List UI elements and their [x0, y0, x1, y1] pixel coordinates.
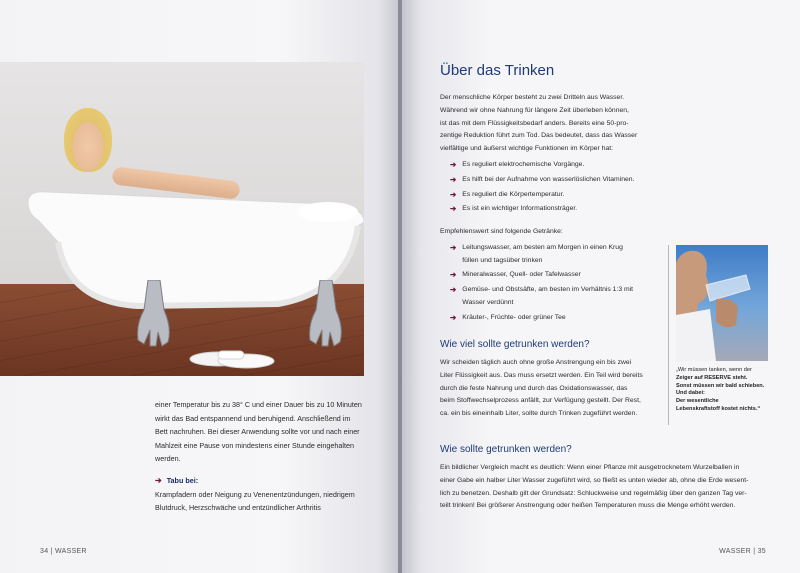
tabu-title: Tabu bei:: [166, 475, 199, 485]
drinks-section: [440, 226, 660, 327]
section-heading: Wie viel sollte getrunken werden?: [440, 339, 590, 350]
intro-line: zentige Reduktion führt zum Tod. Das bedeutet, dass das Wasser: [440, 132, 638, 140]
page-number-right: WASSER | 35: [719, 548, 766, 555]
intro-line: vielfältige und äußerst wichtige Funktionen im Körper hat:: [440, 145, 614, 153]
list-item: ➔ Es reguliert elektrochemische Vorgänge.: [440, 159, 652, 172]
arrow-right-icon: ➔: [450, 270, 457, 280]
list-item: ➔ Leitungswasser, am besten am Morgen in einen Krug füllen und tagsüber trinken: [440, 242, 660, 268]
arrow-right-icon: ➔: [450, 159, 457, 169]
list-item: ➔ Mineralwasser, Quell- oder Tafelwasser: [440, 269, 660, 282]
arrow-right-icon: ➔: [450, 242, 457, 252]
intro-line: Der menschliche Körper besteht zu zwei Dritteln aus Wasser.: [440, 94, 625, 101]
paragraph: Ein bildlicher Vergleich macht es deutlich: Wenn einer Pflanze mit ausgetrocknetem Wurzelballen in einer Gabe ein halber Liter Wasser zugeführt wird, so fließt es unten wieder ab, ohne die Erde wesent- lich zu benetzen. Deshalb gilt der Grundsatz: Schluckweise und regelmäßig über den ganzen Tag ver- teilt trinken! Bei größerer Anstrengung oder heißen Temperaturen muss die Menge erhöht werden.: [440, 464, 749, 510]
white-slippers: [188, 347, 278, 369]
tub-claw-foot-left: [128, 280, 178, 350]
tabu-section: [155, 474, 370, 515]
intro-text: [440, 92, 652, 218]
man-drinking-photo: [676, 245, 768, 361]
drinks-list: [440, 242, 660, 325]
section-heading: Wie sollte getrunken werden?: [440, 444, 572, 455]
arrow-right-icon: ➔: [450, 174, 457, 184]
body-line: wirkt das Bad entspannend und beruhigend. Anschließend im: [155, 413, 351, 423]
sidebar-rule: [668, 245, 669, 425]
list-item: ➔ Kräuter-, Früchte- oder grüner Tee: [440, 312, 660, 325]
drinks-intro: Empfehlenswert sind folgende Getränke:: [440, 228, 563, 235]
body-line: Mahlzeit eine Pause von mindestens einer Stunde eingehalten: [155, 440, 354, 450]
function-list: [440, 159, 652, 216]
list-item: ➔ Es reguliert die Körpertemperatur.: [440, 189, 652, 202]
body-line: werden.: [155, 454, 181, 464]
arrow-right-icon: ➔: [450, 189, 457, 199]
list-item: ➔ Es ist ein wichtiger Informationsträger.: [440, 203, 652, 216]
intro-line: Während wir ohne Nahrung für längere Zeit überleben können,: [440, 106, 629, 114]
page-title: Über das Trinken: [440, 62, 555, 79]
list-item: ➔ Es hilft bei der Aufnahme von wasserlöslichen Vitaminen.: [440, 174, 652, 187]
list-item: ➔ Gemüse- und Obstsäfte, am besten im Verhältnis 1:3 mit Wasser verdünnt: [440, 284, 660, 310]
left-body-text: [155, 398, 370, 515]
photo-caption: „Wir müssen tanken, wenn der Zeiger auf RESERVE steht. Sonst müssen wir bald schieben. Und dabei: Der wesentliche Lebenskraftstoff kostet nichts.“: [676, 367, 765, 412]
arrow-right-icon: ➔: [155, 475, 162, 485]
arrow-right-icon: ➔: [450, 312, 457, 322]
tabu-line: Blutdruck, Herzschwäche und entzündlicher Arthritis: [155, 503, 321, 513]
body-line: einer Temperatur bis zu 38° C und einer Dauer bis zu 10 Minuten: [155, 400, 362, 409]
woman-head: [64, 108, 112, 172]
tub-claw-foot-right: [302, 280, 352, 350]
arrow-right-icon: ➔: [450, 285, 457, 295]
intro-line: ist das mit dem Flüssigkeitsbedarf anders. Bereits eine 50-pro-: [440, 119, 629, 127]
paragraph: Wir scheiden täglich auch ohne große Anstrengung ein bis zwei Liter Flüssigkeit aus. Das muss ersetzt werden. Ein Teil wird bereits durch die feste Nahrung und durch das Oxidationswasser, das beim Stoffwechselprozess anfällt, zur Verfügung gestellt. Der Rest, ca. ein bis eineinhalb Liter, sollte durch Trinken zugeführt werden.: [440, 359, 643, 418]
arrow-right-icon: ➔: [450, 204, 457, 214]
tabu-line: Krampfadern oder Neigung zu Venenentzündungen, niedrigem: [155, 489, 355, 499]
bathtub-photo: [0, 62, 364, 376]
body-line: Bett nachruhen. Bei dieser Anwendung sollte vor und nach einer: [155, 427, 360, 437]
page-number-left: 34 | WASSER: [40, 548, 87, 555]
